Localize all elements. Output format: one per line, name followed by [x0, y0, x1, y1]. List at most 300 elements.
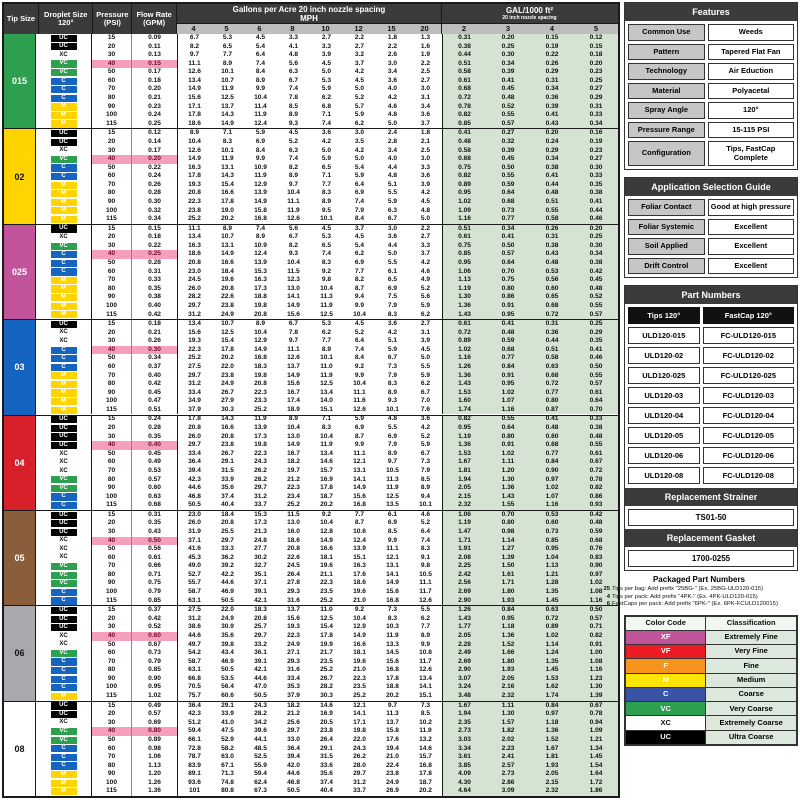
gpa-cell: 19.8	[254, 441, 267, 449]
gal1000-cell: 0.65	[530, 293, 574, 302]
gal1000-cell: 2.35	[442, 719, 486, 728]
gal1000-cell: 1.54	[574, 762, 618, 771]
gal1000-cell: 0.68	[530, 302, 574, 311]
table-row	[36, 111, 618, 120]
application-row	[628, 258, 794, 275]
gpa-cell: 33.7	[353, 787, 366, 795]
gpa-cell: 14.9	[221, 250, 234, 258]
gal1000-cell: 1.04	[530, 554, 574, 563]
gpa-cell: 44.6	[188, 484, 201, 492]
gal1000-cell: 0.41	[530, 172, 574, 181]
gal1000-cell: 0.82	[574, 484, 618, 493]
gpa-cell: 33.9	[221, 710, 234, 718]
gpa-cell: 5.1	[387, 180, 398, 188]
gpa-cell: 8.4	[354, 215, 365, 223]
gpa-cell: 10.2	[419, 718, 432, 726]
gpa-cell: 18.6	[188, 250, 201, 258]
pressure-cell: 115	[92, 501, 132, 510]
gpa-cell: 23.0	[188, 510, 201, 518]
table-row	[36, 606, 618, 615]
gal1000-cell: 0.34	[486, 225, 530, 234]
gpa-cell: 14.5	[386, 649, 399, 657]
gpa-cell: 14.1	[386, 570, 399, 578]
gpa-cell: 4.5	[354, 320, 365, 328]
flow-rate-cell: 0.79	[132, 658, 178, 667]
gal1000-cell: 1.34	[574, 745, 618, 754]
droplet-code-cell	[36, 68, 92, 77]
gal1000-cell: 0.31	[574, 103, 618, 112]
gpa-cell: 30.2	[254, 553, 267, 561]
flow-rate-cell: 0.18	[132, 320, 178, 329]
pressure-cell: 20	[92, 43, 132, 52]
gpa-cell: 16.7	[287, 388, 300, 396]
gal1000-cell: 3.34	[442, 745, 486, 754]
header-flow-rate: Flow Rate (GPM)	[132, 4, 177, 34]
flow-rate-cell: 0.17	[132, 68, 178, 77]
gal1000-cell: 0.50	[486, 242, 530, 251]
gpa-cell: 15.3	[254, 510, 267, 518]
gal1000-cell: 0.64	[574, 397, 618, 406]
tip-group-025	[4, 224, 618, 319]
gpa-cell: 25.7	[254, 623, 267, 631]
flow-rate-cell: 0.43	[132, 528, 178, 537]
gpa-cell: 4.1	[288, 42, 299, 50]
row-value: Tips, FastCap Complete	[708, 141, 794, 166]
droplet-code-cell	[36, 770, 92, 779]
gpa-cell: 19.4	[386, 744, 399, 752]
gal1000-cell: 1.28	[530, 580, 574, 589]
gpa-cell: 8.9	[222, 224, 233, 232]
header-droplet-size: Droplet Size 120°	[39, 4, 93, 34]
droplet-code-cell	[36, 111, 92, 120]
row-label: Pattern	[628, 44, 705, 61]
gpa-cell: 29.7	[254, 484, 267, 492]
droplet-code-cell	[36, 666, 92, 675]
gal1000-cell: 1.19	[442, 519, 486, 528]
gpa-cell: 15.7	[419, 753, 432, 761]
gpa-cell: 7.4	[255, 224, 266, 232]
gpa-cell: 10.4	[287, 259, 300, 267]
gal1000-cell: 1.27	[486, 545, 530, 554]
droplet-code-cell	[36, 215, 92, 224]
pressure-cell: 40	[92, 632, 132, 641]
gal1000-cell: 0.48	[574, 519, 618, 528]
gal1000-cell: 1.13	[530, 562, 574, 571]
gpa-cell: 23.5	[353, 683, 366, 691]
droplet-code-cell	[36, 641, 92, 650]
pressure-cell: 20	[92, 710, 132, 719]
gpa-cell: 8.4	[354, 354, 365, 362]
pressure-cell: 30	[92, 719, 132, 728]
gal1000-cell: 0.61	[574, 450, 618, 459]
pressure-cell: 15	[92, 416, 132, 425]
gpa-cell: 67.3	[254, 787, 267, 795]
gpa-cell: 3.4	[387, 68, 398, 76]
droplet-code-chip: C	[51, 260, 77, 267]
droplet-code-cell	[36, 94, 92, 103]
gal1000-cell: 1.07	[486, 397, 530, 406]
gpa-cell: 9.7	[288, 337, 299, 345]
gal1000-cell: 1.45	[574, 753, 618, 762]
application-row	[628, 199, 794, 216]
table-row	[36, 467, 618, 476]
gal1000-cell: 0.31	[442, 34, 486, 43]
pressure-cell: 60	[92, 745, 132, 754]
gpa-cell: 10.7	[221, 233, 234, 241]
gal1000-cell: 1.35	[530, 588, 574, 597]
gpa-cell: 7.8	[288, 328, 299, 336]
gpa-cell: 25.2	[254, 405, 267, 413]
part-number-row	[628, 327, 794, 344]
gpa-cell: 14.9	[254, 197, 267, 205]
gpa-cell: 3.3	[420, 241, 431, 249]
gpa-cell: 37.9	[287, 692, 300, 700]
gpa-cell: 8.3	[387, 614, 398, 622]
flow-rate-cell: 0.31	[132, 268, 178, 277]
gpa-cell: 10.1	[221, 68, 234, 76]
gpa-cell: 39.1	[254, 657, 267, 665]
gal1000-cell: 0.76	[574, 545, 618, 554]
gpa-cell: 13.4	[188, 76, 201, 84]
mph-col-header: 6	[257, 24, 262, 33]
gal1000-cell: 2.05	[530, 770, 574, 779]
gpa-cell: 7.3	[387, 606, 398, 614]
gpa-cell: 3.0	[387, 59, 398, 67]
pressure-cell: 90	[92, 389, 132, 398]
gpa-cell: 5.5	[420, 363, 431, 370]
gpa-cell: 9.2	[321, 267, 332, 275]
gpa-cell: 15.6	[386, 657, 399, 665]
droplet-code-cell	[36, 337, 92, 346]
droplet-code-cell	[36, 389, 92, 398]
gpa-cell: 22.6	[287, 553, 300, 561]
gal1000-cell: 0.73	[530, 528, 574, 537]
features-box	[624, 2, 798, 170]
gpa-cell: 5.0	[321, 146, 332, 154]
gal1000-cell: 1.72	[574, 779, 618, 788]
gpa-cell: 75.7	[188, 692, 201, 700]
table-row	[36, 129, 618, 138]
flow-rate-cell: 0.50	[132, 537, 178, 546]
gal1000-cell: 1.86	[574, 787, 618, 796]
gpa-cell: 8.5	[387, 528, 398, 536]
gpa-cell: 16.8	[386, 666, 399, 674]
replacement-strainer-title: Replacement Strainer	[625, 488, 797, 506]
droplet-code-cell	[36, 692, 92, 701]
table-row	[36, 528, 618, 537]
mph-col-header: 15	[387, 24, 396, 33]
gpa-cell: 7.1	[222, 129, 233, 137]
gpa-cell: 16.8	[254, 354, 267, 362]
flow-rate-cell: 0.21	[132, 329, 178, 338]
flow-rate-cell: 0.20	[132, 155, 178, 164]
gal1000-cell: 1.71	[442, 537, 486, 546]
gal1000-cell: 0.41	[486, 77, 530, 86]
gpa-cell: 12.6	[287, 215, 300, 223]
gpa-cell: 6.5	[222, 42, 233, 50]
flow-rate-cell: 0.75	[132, 580, 178, 589]
gpa-cell: 9.7	[387, 458, 398, 466]
gpa-cell: 12.6	[353, 405, 366, 413]
gal1000-cell: 0.33	[574, 172, 618, 181]
gal1000-cell: 0.72	[530, 615, 574, 624]
table-row	[36, 103, 618, 112]
legend-classification-cell: Fine	[706, 659, 797, 673]
gpa-cell: 8.7	[354, 519, 365, 527]
gpa-cell: 3.6	[420, 172, 431, 180]
gpa-cell: 2.8	[387, 137, 398, 145]
mph-col-header: 5	[224, 24, 229, 33]
droplet-code-chip: XC	[51, 329, 77, 336]
part-numbers-title: Part Numbers	[625, 286, 797, 304]
gpa-cell: 20.2	[386, 692, 399, 700]
gpa-cell: 18.3	[254, 606, 267, 614]
gal1000-cell: 1.52	[486, 641, 530, 650]
pressure-cell: 60	[92, 172, 132, 181]
legend-color-cell: F	[626, 659, 706, 673]
droplet-code-chip: C	[51, 754, 77, 761]
table-row	[36, 250, 618, 259]
gal1000-cell: 0.95	[530, 545, 574, 554]
row-label: Foliar Systemic	[628, 219, 705, 236]
part-number-cell: FC-ULD120-025	[703, 367, 794, 384]
gpa-cell: 11.9	[386, 631, 399, 639]
gpa-cell: 22.0	[221, 363, 234, 370]
gpa-cell: 10.4	[254, 328, 267, 336]
gpa-cell: 20.8	[254, 310, 267, 318]
part-number-cell: FC-ULD120-04	[703, 407, 794, 424]
gal1000-cell: 0.68	[530, 441, 574, 450]
gpa-cell: 22.3	[254, 449, 267, 457]
pressure-cell: 15	[92, 511, 132, 520]
gpa-cell: 40.4	[221, 501, 234, 509]
gal1000-cell: 0.48	[530, 259, 574, 268]
droplet-code-chip: C	[51, 745, 77, 752]
gpa-cell: 31.6	[287, 596, 300, 604]
gpa-cell: 7.1	[321, 111, 332, 119]
gpa-cell: 23.4	[287, 492, 300, 500]
part-number-cell: ULD120-025	[628, 367, 700, 384]
table-row	[36, 406, 618, 415]
flow-rate-cell: 0.53	[132, 467, 178, 476]
gal1000-cell: 0.33	[574, 416, 618, 425]
gpa-cell: 6.7	[387, 215, 398, 223]
gpa-cell: 6.7	[387, 354, 398, 362]
table-row	[36, 519, 618, 528]
pressure-cell: 90	[92, 770, 132, 779]
gpa-cell: 18.6	[188, 119, 201, 127]
gal1000-cell: 1.43	[486, 493, 530, 502]
droplet-code-chip: M	[51, 294, 77, 301]
gal1000-cell: 2.32	[486, 692, 530, 701]
droplet-code-cell	[36, 450, 92, 459]
tip-size-label: 05	[4, 511, 36, 605]
droplet-code-chip: XC	[51, 554, 77, 561]
gpa-cell: 4.2	[321, 137, 332, 145]
header-speed-columns	[177, 23, 618, 34]
gpa-cell: 26.0	[188, 432, 201, 440]
gpa-cell: 6.2	[354, 250, 365, 258]
part-number-cell: FC-ULD120-05	[703, 427, 794, 444]
tip-group-015	[4, 34, 618, 128]
droplet-code-cell	[36, 762, 92, 771]
gpa-cell: 17.8	[188, 415, 201, 423]
droplet-code-cell	[36, 60, 92, 69]
gpa-cell: 5.3	[321, 76, 332, 84]
gpa-cell: 25.6	[287, 718, 300, 726]
gpa-cell: 13.1	[221, 163, 234, 171]
pressure-cell: 100	[92, 779, 132, 788]
gpa-cell: 11.9	[320, 441, 333, 449]
droplet-code-chip: UC	[51, 433, 77, 440]
gpa-cell: 15.4	[221, 337, 234, 345]
gal1000-cell: 0.68	[442, 155, 486, 164]
gpa-cell: 27.5	[188, 606, 201, 614]
gal1000-cell: 0.63	[530, 363, 574, 372]
gal1000-cell: 1.43	[442, 615, 486, 624]
table-row	[36, 649, 618, 658]
droplet-code-cell	[36, 562, 92, 571]
flow-rate-cell: 0.68	[132, 501, 178, 510]
gpa-cell: 52.9	[221, 735, 234, 743]
gpa-cell: 20.8	[287, 545, 300, 553]
gpa-cell: 3.5	[354, 137, 365, 145]
droplet-code-chip: VC	[51, 737, 77, 744]
gpa-cell: 5.3	[222, 33, 233, 41]
gpa-cell: 12.6	[419, 666, 432, 674]
gal1000-cell: 1.30	[486, 710, 530, 719]
gal1000-cell: 1.80	[486, 658, 530, 667]
gpa-cell: 21.2	[287, 710, 300, 718]
flow-rate-cell: 0.22	[132, 242, 178, 251]
gpa-cell: 11.5	[287, 267, 300, 275]
pressure-cell: 115	[92, 597, 132, 606]
gpa-cell: 6.9	[354, 424, 365, 432]
table-row	[36, 189, 618, 198]
gpa-cell: 10.6	[353, 528, 366, 536]
gpa-cell: 8.9	[255, 320, 266, 328]
flow-rate-cell: 0.33	[132, 276, 178, 285]
gpa-cell: 37.1	[188, 536, 201, 544]
gpa-cell: 8.5	[288, 102, 299, 110]
gal1000-cell: 0.20	[574, 225, 618, 234]
gal1000-cell: 0.55	[574, 302, 618, 311]
flow-rate-cell: 0.67	[132, 641, 178, 650]
pressure-cell: 100	[92, 111, 132, 120]
gpa-cell: 14.9	[353, 484, 366, 492]
pressure-cell: 90	[92, 293, 132, 302]
gal1000-cell: 0.34	[530, 85, 574, 94]
gal1000-cell: 0.39	[530, 103, 574, 112]
gpa-cell: 23.0	[188, 267, 201, 275]
droplet-code-cell	[36, 588, 92, 597]
gal1000-cell: 0.48	[530, 424, 574, 433]
table-row	[36, 259, 618, 268]
gal1000-cell: 1.16	[486, 406, 530, 415]
gpa-cell: 12.3	[287, 276, 300, 284]
gpa-cell: 8.9	[222, 59, 233, 67]
gal1000-cell: 0.89	[530, 623, 574, 632]
table-row	[36, 562, 618, 571]
gpa-cell: 26.2	[254, 466, 267, 474]
gpa-cell: 27.1	[287, 649, 300, 657]
gal1000-cell: 0.91	[486, 441, 530, 450]
gpa-cell: 20.8	[188, 189, 201, 197]
table-row	[36, 268, 618, 277]
droplet-code-chip: C	[51, 268, 77, 275]
gal1000-cell: 0.68	[486, 346, 530, 355]
table-row	[36, 354, 618, 363]
gpa-cell: 36.4	[287, 744, 300, 752]
gpa-cell: 10.7	[221, 76, 234, 84]
gpa-cell: 37.1	[254, 579, 267, 587]
gpa-cell: 16.9	[320, 475, 333, 483]
gpa-cell: 12.1	[386, 553, 399, 561]
gpa-cell: 28.2	[320, 683, 333, 691]
gal1000-cell: 0.48	[442, 138, 486, 147]
gpa-cell: 23.8	[188, 206, 201, 214]
pressure-cell: 90	[92, 484, 132, 493]
pressure-cell: 70	[92, 562, 132, 571]
gpa-cell: 18.4	[221, 267, 234, 275]
gal1000-cell: 2.15	[530, 779, 574, 788]
gpa-cell: 8.3	[321, 259, 332, 267]
legend-row	[626, 673, 797, 687]
flow-rate-cell: 0.40	[132, 302, 178, 311]
gal1000-cell: 0.25	[574, 233, 618, 242]
droplet-code-chip: C	[51, 589, 77, 596]
gpa-cell: 49.7	[188, 640, 201, 648]
mph-col-header: 8	[290, 24, 295, 33]
gpa-cell: 7.7	[321, 180, 332, 188]
pressure-cell: 90	[92, 580, 132, 589]
gpa-cell: 24.9	[221, 614, 234, 622]
note-qty: 25	[603, 586, 610, 592]
gal1000-cell: 2.69	[442, 658, 486, 667]
gpa-cell: 66.8	[188, 674, 201, 682]
gal1000-cell: 0.48	[530, 189, 574, 198]
gpa-cell: 19.6	[353, 588, 366, 596]
gpa-cell: 2.2	[420, 224, 431, 232]
packaged-note	[600, 586, 798, 594]
table-row	[36, 276, 618, 285]
gal1000-cell: 0.97	[574, 571, 618, 580]
gpa-cell: 14.6	[419, 744, 432, 752]
legend-classification-cell: Coarse	[706, 687, 797, 701]
gal1000-cell: 3.61	[442, 753, 486, 762]
gpa-cell: 24.9	[221, 310, 234, 318]
gpa-cell: 2.4	[387, 129, 398, 137]
gpa-cell: 7.0	[420, 397, 431, 405]
gpa-cell: 8.9	[255, 233, 266, 241]
gpa-cell: 5.5	[387, 259, 398, 267]
gpa-cell: 5.0	[354, 155, 365, 163]
gpa-cell: 18.6	[353, 579, 366, 587]
gpa-cell: 83.9	[188, 761, 201, 769]
gpa-cell: 14.9	[221, 119, 234, 127]
gpa-cell: 20.2	[419, 787, 432, 795]
gal1000-cell: 0.15	[574, 43, 618, 52]
flow-rate-cell: 0.14	[132, 138, 178, 147]
part-number-cell: ULD120-08	[628, 467, 700, 484]
gal1000-cell: 1.02	[574, 580, 618, 589]
table-row	[36, 571, 618, 580]
legend-row	[626, 630, 797, 644]
droplet-code-chip: M	[51, 182, 77, 189]
note-qty: 4	[606, 593, 610, 600]
gpa-cell: 4.8	[420, 206, 431, 214]
pressure-cell: 80	[92, 94, 132, 103]
